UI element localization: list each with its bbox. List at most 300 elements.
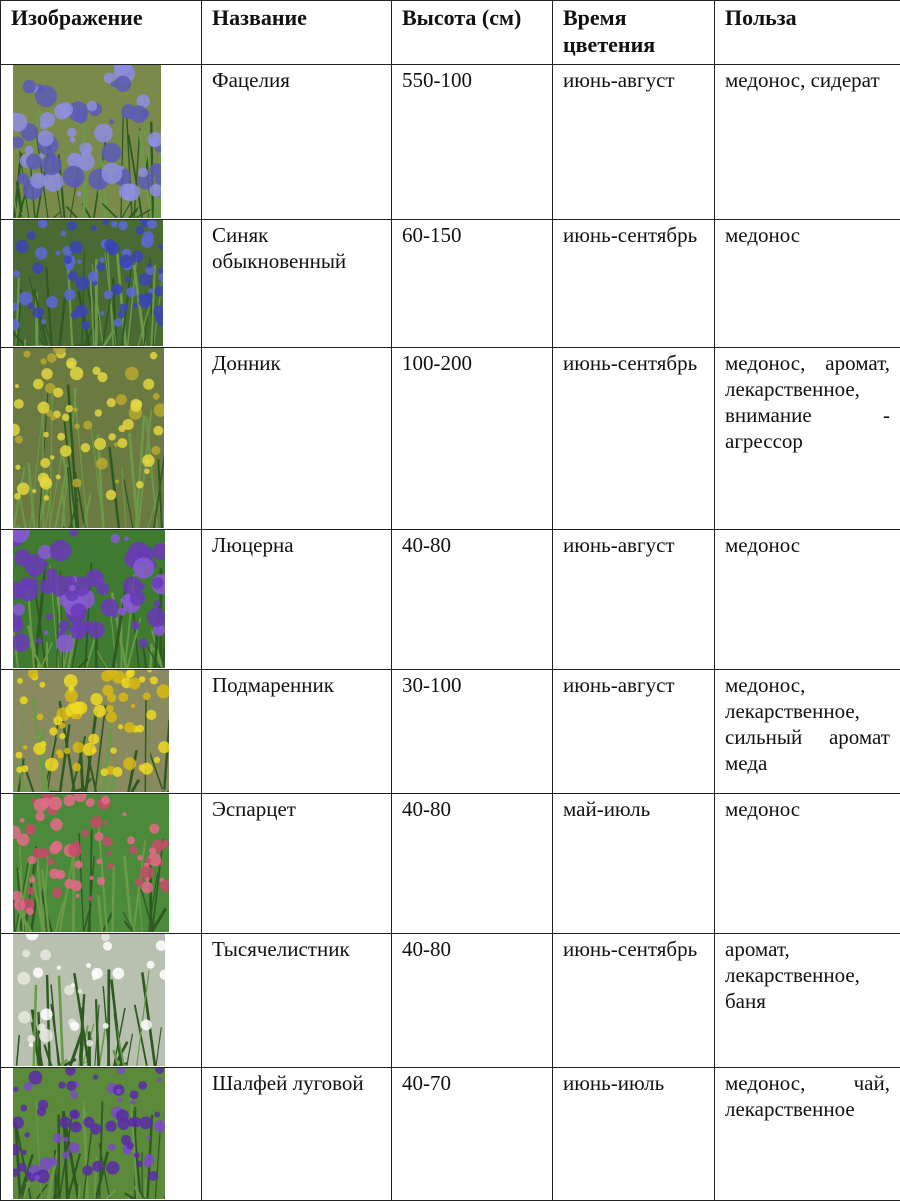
photo-flower [139, 296, 152, 309]
plant-use-text: медонос [725, 796, 890, 822]
photo-flower [116, 1109, 129, 1122]
photo-flower [118, 692, 128, 702]
photo-flower [59, 722, 65, 728]
photo-flower [119, 255, 133, 269]
photo-flower [108, 863, 114, 869]
plant-bloom-time-text: июнь-август [563, 533, 675, 557]
photo-flower [33, 307, 44, 318]
photo-flower [130, 1090, 139, 1099]
photo-flower [15, 436, 23, 444]
table-row [1, 670, 900, 794]
photo-flower [134, 1152, 140, 1158]
photo-flower [67, 361, 75, 369]
plant-name [202, 1068, 392, 1201]
photo-flower [67, 576, 75, 584]
photo-flower [115, 480, 119, 484]
plant-image-cell [1, 794, 202, 934]
photo-flower [74, 423, 80, 429]
photo-flower [64, 748, 70, 754]
photo-flower [152, 577, 164, 589]
photo-flower [103, 942, 112, 951]
photo-flower [39, 682, 45, 688]
photo-flower [141, 235, 154, 248]
photo-flower [63, 166, 85, 188]
photo-flower [47, 353, 56, 362]
photo-flower [39, 848, 49, 858]
photo-flower [69, 1142, 80, 1153]
column-header-bloom: Время цветения [553, 1, 715, 65]
photo-flower [146, 1136, 150, 1140]
photo-flower [45, 758, 59, 772]
photo-flower [106, 712, 117, 723]
photo-flower [39, 1157, 52, 1170]
photo-flower [63, 1137, 68, 1142]
photo-flower [148, 288, 153, 293]
photo-flower [129, 678, 141, 690]
photo-flower [116, 394, 127, 405]
photo-flower [88, 734, 99, 745]
plant-image-cell [1, 1068, 202, 1201]
photo-flower [108, 1144, 115, 1151]
table-row [1, 530, 900, 670]
photo-flower [15, 465, 20, 470]
photo-flower [39, 1029, 53, 1043]
photo-flower [50, 540, 72, 562]
photo-flower [106, 1161, 119, 1174]
photo-flower [13, 270, 20, 277]
photo-flower [118, 311, 125, 318]
photo-flower [82, 1165, 92, 1175]
photo-flower [126, 1142, 133, 1149]
photo-flower [52, 888, 62, 898]
photo-flower [149, 824, 159, 834]
photo-flower [137, 855, 143, 861]
plant-height [392, 670, 553, 794]
photo-flower [60, 445, 72, 457]
plant-name [202, 530, 392, 670]
plant-name-text: Тысячелистник [212, 937, 350, 961]
plant-use [715, 65, 900, 220]
photo-flower [58, 1082, 65, 1089]
plant-height [392, 220, 553, 348]
plant-name [202, 934, 392, 1068]
photo-flower [146, 710, 156, 720]
photo-flower [125, 670, 133, 678]
photo-flower [153, 426, 163, 436]
photo-flower [13, 1087, 18, 1092]
photo-flower [16, 240, 29, 253]
photo-flower [72, 621, 85, 634]
photo-flower [53, 1133, 63, 1143]
photo-flower [148, 1171, 158, 1181]
photo-flower [153, 393, 160, 400]
sainfoin-photo-icon [13, 794, 169, 932]
plant-bloom-time-text: июнь-сентябрь [563, 937, 697, 961]
photo-flower [70, 1121, 81, 1132]
photo-flower [97, 372, 107, 382]
photo-flower [55, 250, 60, 255]
photo-flower [136, 226, 145, 235]
photo-flower [74, 860, 82, 868]
yarrow-photo-icon [13, 934, 165, 1066]
photo-flower [26, 1172, 32, 1178]
plant-height [392, 794, 553, 934]
photo-flower [40, 579, 55, 594]
photo-flower [132, 251, 144, 263]
photo-flower [15, 384, 19, 388]
plant-height-text: 30-100 [402, 673, 462, 697]
photo-flower [36, 638, 42, 644]
plant-bloom-time [553, 220, 715, 348]
photo-flower [91, 225, 97, 231]
photo-flower [131, 399, 141, 409]
photo-flower [147, 961, 155, 969]
plant-use [715, 934, 900, 1068]
phacelia-photo-icon [13, 65, 161, 218]
photo-flower [66, 405, 73, 412]
plant-use-text: медонос, аромат, лекарственное, внимание - агрессор [725, 350, 890, 454]
photo-flower [49, 727, 57, 735]
photo-flower [27, 231, 36, 240]
plant-name-text: Шалфей луговой [212, 1071, 364, 1095]
plant-use-text: медонос, чай, лекарственное [725, 1070, 890, 1122]
photo-flower [83, 743, 96, 756]
photo-flower [40, 949, 51, 960]
plant-name-text: Донник [212, 351, 281, 375]
photo-flower [122, 812, 126, 816]
photo-flower [136, 1160, 143, 1167]
plant-name [202, 794, 392, 934]
plant-height [392, 348, 553, 530]
photo-flower [126, 287, 136, 297]
photo-flower [96, 458, 108, 470]
photo-flower [125, 367, 139, 381]
photo-flower [81, 443, 90, 452]
photo-flower [117, 438, 127, 448]
photo-flower [133, 558, 154, 579]
photo-flower [64, 289, 76, 301]
photo-flower [70, 1091, 78, 1099]
photo-flower [20, 818, 25, 823]
photo-flower [40, 477, 51, 488]
plant-bloom-time-text: июнь-август [563, 68, 675, 92]
photo-flower [86, 569, 104, 587]
photo-flower [32, 489, 36, 493]
photo-flower [18, 1163, 27, 1172]
photo-flower [118, 221, 127, 230]
photo-flower [34, 1175, 40, 1181]
plant-use-text: медонос [725, 532, 890, 558]
photo-flower [49, 868, 59, 878]
photo-flower [53, 388, 63, 398]
photo-flower [150, 352, 157, 359]
plant-use [715, 530, 900, 670]
plant-height [392, 1068, 553, 1201]
photo-flower [29, 1043, 33, 1047]
photo-flower [147, 263, 152, 268]
plant-bloom-time [553, 670, 715, 794]
photo-flower [69, 686, 75, 692]
photo-flower [59, 1117, 71, 1129]
plant-name [202, 348, 392, 530]
photo-flower [142, 454, 155, 467]
table-row [1, 794, 900, 934]
photo-stem [145, 1179, 146, 1199]
photo-flower [114, 318, 122, 326]
photo-flower [66, 1081, 76, 1091]
photo-flower [111, 284, 122, 295]
photo-flower [40, 358, 46, 364]
photo-flower [101, 163, 122, 184]
photo-flower [124, 536, 129, 541]
plant-height-text: 40-80 [402, 797, 451, 821]
photo-flower [17, 833, 30, 846]
photo-flower [86, 1040, 93, 1047]
photo-flower [40, 122, 48, 130]
photo-flower [17, 173, 29, 185]
photo-flower [35, 85, 57, 107]
photo-flower [125, 188, 132, 195]
plant-height [392, 65, 553, 220]
photo-flower [118, 724, 123, 729]
photo-flower [27, 302, 34, 309]
photo-flower [97, 877, 105, 885]
photo-flower [111, 534, 120, 543]
photo-flower [70, 137, 76, 143]
table-row [1, 1068, 900, 1201]
photo-flower [86, 963, 91, 968]
plant-height-text: 40-80 [402, 937, 451, 961]
photo-flower [17, 678, 23, 684]
plant-image-cell [1, 65, 202, 220]
photo-flower [106, 490, 116, 500]
photo-flower [69, 1110, 77, 1118]
photo-flower [50, 818, 62, 830]
plant-bloom-time-text: июнь-август [563, 673, 675, 697]
photo-flower [108, 433, 115, 440]
photo-flower [154, 757, 160, 763]
plant-bloom-time [553, 934, 715, 1068]
photo-flower [77, 192, 82, 197]
photo-flower [28, 856, 37, 865]
photo-flower [138, 167, 148, 177]
photo-flower [127, 836, 135, 844]
photo-flower [70, 241, 83, 254]
photo-flower [27, 887, 35, 895]
plant-height [392, 530, 553, 670]
photo-flower [70, 1022, 79, 1031]
photo-flower [40, 458, 50, 468]
photo-flower [72, 478, 81, 487]
photo-flower [25, 146, 34, 155]
photo-flower [71, 603, 87, 619]
photo-flower [37, 714, 44, 721]
photo-flower [90, 816, 102, 828]
plant-name [202, 670, 392, 794]
photo-flower [136, 481, 143, 488]
photo-flower [64, 985, 74, 995]
photo-flower [123, 419, 134, 430]
photo-flower [129, 846, 138, 855]
photo-flower [105, 1121, 116, 1132]
photo-flower [141, 763, 153, 775]
plant-use [715, 794, 900, 934]
photo-flower [138, 1081, 147, 1090]
photo-flower [157, 1077, 162, 1082]
photo-flower [40, 1008, 52, 1020]
plant-image-cell [1, 220, 202, 348]
photo-flower [69, 585, 76, 592]
photo-flower [116, 1089, 122, 1095]
photo-flower [33, 379, 44, 390]
plant-use [715, 348, 900, 530]
photo-flower [34, 798, 48, 812]
photo-flower [44, 631, 49, 636]
plant-height-text: 60-150 [402, 223, 462, 247]
plant-bloom-time [553, 1068, 715, 1201]
photo-flower [109, 119, 114, 124]
photo-flower [56, 474, 61, 479]
photo-flower [88, 271, 99, 282]
photo-flower [115, 76, 131, 92]
photo-flower [14, 399, 24, 409]
photo-flower [23, 351, 30, 358]
photo-flower [41, 368, 52, 379]
photo-flower [67, 221, 77, 231]
photo-stem [113, 866, 114, 932]
photo-flower [140, 109, 149, 118]
photo-flower [93, 705, 106, 718]
photo-flower [37, 1107, 46, 1116]
plant-bloom-time-text: июнь-сентябрь [563, 351, 697, 375]
meadow-sage-photo-icon [13, 1068, 165, 1199]
photo-flower [74, 408, 78, 412]
photo-flower [96, 263, 105, 272]
photo-flower [67, 128, 76, 137]
photo-flower [144, 1154, 154, 1164]
photo-flower [92, 1161, 103, 1172]
table-header-row [1, 1, 900, 65]
photo-flower [46, 613, 53, 620]
photo-flower [106, 705, 113, 712]
photo-flower [70, 367, 83, 380]
photo-flower [94, 438, 106, 450]
photo-flower [130, 590, 145, 605]
photo-flower [31, 578, 38, 585]
plant-bloom-time [553, 794, 715, 934]
photo-flower [92, 976, 96, 980]
photo-flower [101, 796, 110, 805]
photo-flower [37, 402, 49, 414]
photo-flower [28, 1071, 42, 1085]
plant-height-text: 40-80 [402, 533, 451, 557]
photo-flower [22, 950, 30, 958]
photo-flower [110, 747, 117, 754]
photo-flower [38, 130, 54, 146]
photo-flower [62, 414, 70, 422]
photo-flower [75, 305, 88, 318]
photo-flower [89, 876, 93, 880]
viper-bugloss-photo-icon [13, 220, 163, 346]
plant-image-cell [1, 530, 202, 670]
table-row [1, 348, 900, 530]
photo-flower [56, 634, 74, 652]
photo-flower [82, 321, 91, 330]
photo-flower [63, 255, 72, 264]
photo-flower [44, 495, 49, 500]
photo-flower [71, 714, 76, 719]
photo-flower [20, 696, 28, 704]
photo-flower [75, 894, 79, 898]
plant-name [202, 65, 392, 220]
photo-flower [46, 296, 58, 308]
photo-flower [20, 1105, 27, 1112]
plant-use-text: медонос, сидерат [725, 67, 890, 93]
photo-stem [150, 644, 151, 668]
column-header-height: Высота (см) [392, 1, 553, 65]
column-header-image: Изображение [1, 1, 202, 65]
photo-flower [143, 379, 154, 390]
plant-name-text: Люцерна [212, 533, 294, 557]
photo-flower [83, 421, 92, 430]
photo-stem [25, 339, 26, 346]
plant-bloom-time-text: июнь-сентябрь [563, 223, 697, 247]
photo-flower [57, 433, 65, 441]
photo-flower [81, 829, 88, 836]
photo-flower [50, 415, 55, 420]
photo-flower [17, 482, 30, 495]
plant-bloom-time-text: май-июль [563, 797, 650, 821]
photo-flower [73, 742, 84, 753]
plant-bloom-time [553, 348, 715, 530]
photo-flower [90, 1123, 101, 1134]
photo-flower [33, 743, 45, 755]
photo-flower [21, 1150, 26, 1155]
photo-flower [111, 221, 118, 228]
photo-flower [150, 676, 158, 684]
photo-flower [17, 972, 30, 985]
photo-flower [49, 797, 62, 810]
photo-flower [75, 276, 89, 290]
photo-flower [26, 907, 34, 915]
photo-flower [99, 257, 105, 263]
photo-flower [94, 124, 113, 143]
photo-flower [145, 877, 149, 881]
photo-flower [83, 620, 94, 631]
photo-flower [96, 858, 102, 864]
photo-flower [88, 896, 93, 901]
plant-bloom-time [553, 65, 715, 220]
plant-height-text: 550-100 [402, 68, 472, 92]
photo-flower [103, 1023, 109, 1029]
photo-flower [107, 851, 111, 855]
photo-flower [131, 621, 140, 630]
photo-flower [144, 468, 150, 474]
photo-flower [77, 259, 82, 264]
plant-bloom-time-text: июнь-июль [563, 1071, 664, 1095]
plant-image-cell [1, 934, 202, 1068]
photo-flower [119, 303, 128, 312]
photo-flower [124, 722, 135, 733]
plant-height-text: 100-200 [402, 351, 472, 375]
photo-flower [25, 1132, 30, 1137]
photo-flower [41, 319, 46, 324]
photo-flower [23, 745, 28, 750]
photo-flower [139, 584, 145, 590]
plant-name [202, 220, 392, 348]
photo-flower [57, 752, 63, 758]
photo-flower [25, 824, 36, 835]
